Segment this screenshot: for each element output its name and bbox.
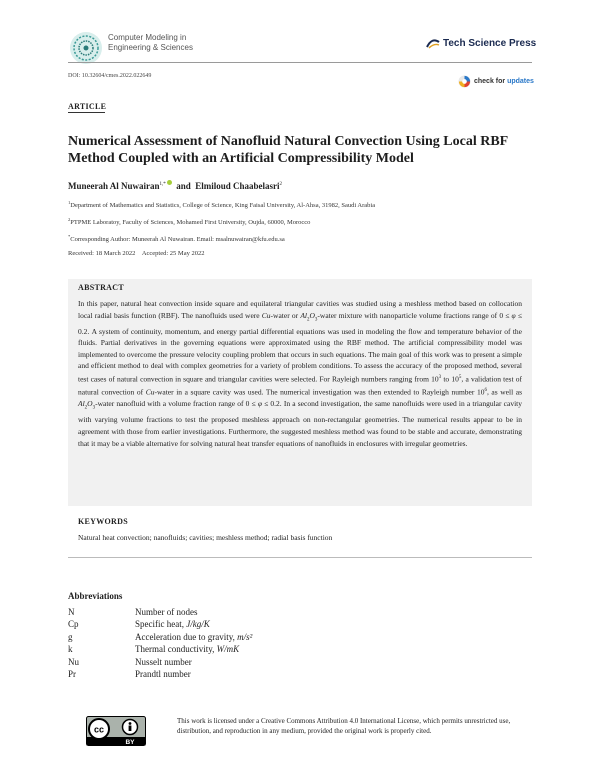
publisher-swoosh-icon [426, 39, 440, 49]
by-label: BY [125, 739, 135, 746]
affiliation-1: $^1$Department of Mathematics and Statistics, College of Science, King Faisal University, Al-Ahsa, 31982, Saudi Arabia [68, 200, 376, 210]
abbreviations-heading: Abbreviations [68, 591, 123, 601]
cc-by-license-icon[interactable] [86, 716, 146, 746]
abbreviations-list [68, 606, 328, 680]
check-for-updates-badge[interactable] [458, 75, 534, 88]
crossmark-label: check for updates [474, 78, 534, 85]
abstract-heading: ABSTRACT [78, 283, 124, 292]
author-1-marks: 1,* [159, 182, 166, 187]
doi[interactable]: DOI: 10.32604/cmes.2022.022649 [68, 73, 152, 79]
header-divider [68, 62, 532, 63]
journal-name: Computer Modeling in Engineering & Sciences [108, 33, 193, 52]
corresponding-author: *Corresponding Author: Muneerah Al Nuwairan. Email: msalnuwairan@kfu.edu.sa [68, 234, 285, 244]
affiliation-2: $^2$PTPME Laboratoy, Faculty of Sciences, Mohamed First University, Oujda, 60000, Morocco [68, 217, 311, 227]
license-text: This work is licensed under a Creative Commons Attribution 4.0 International License, which permits unrestricted use, distribution, and reproduction in any medium, provided the original work is properly cited. [177, 717, 511, 735]
abbreviation-row: Nu Nusselt number [68, 656, 192, 667]
author-2[interactable]: Elmiloud Chaabelasri [195, 181, 280, 191]
author-1[interactable]: Muneerah Al Nuwairan [68, 181, 160, 191]
author-connector: and [176, 181, 191, 191]
publisher-logo[interactable] [426, 38, 536, 49]
abbreviation-row: g Acceleration due to gravity, m/s² [68, 631, 253, 642]
crossmark-icon [458, 75, 471, 88]
journal-logo-icon [68, 30, 104, 66]
abstract-text: In this paper, natural heat convection inside square and equilateral triangular cavities was studied using a meshless method based on collocation local radial basis function (RBF). The nanofluids used were Cu-water or $Al_2O_3$-water mixture with nanoparticle volume fractions range of 0 ≤ φ ≤ 0.2. A system of continuity, momentum, and energy partial differential equations was used in modeling the flow and temperature behavior of the fluids. Partial derivatives in the governing equations were approximated using the RBF method. The artificial compressibility model was implemented to overcome the pressure velocity coupling problem that occurs in such equations. The main goal of this work was to present a simple and efficient method to deal with complex geometries for a variety of problem conditions. To assess the accuracy of the proposed method, several test cases of natural convection in square and triangular cavities were selected. For Rayleigh numbers ranging from $10^3$ to $10^5$, a validation test of natural convection of Cu-water in a square cavity was used. The numerical investigation was then extended to Rayleigh number $10^6$, as well as $Al_2O_3$-water nanofluid with a volume fraction range of 0 ≤ φ ≤ 0.2. In a second investigation, the same nanofluids were used in a triangular cavity with varying volume fractions to test the proposed meshless approach on non-rectangular geometries. The numerical results appear to be in agreement with those from earlier investigations. Furthermore, the suggested meshless method was found to be stable and accurate, demonstrating that it may be a viable alternative for solving natural heat transfer equations of nanofluids in enclosures with irregular geometries. [78, 299, 522, 448]
article-type-underline [68, 112, 105, 113]
publisher-name: Tech Science Press [443, 38, 537, 49]
authors [68, 180, 282, 191]
abbreviation-row: N Number of nodes [68, 607, 198, 617]
keywords-text: Natural heat convection; nanofluids; cavities; meshless method; radial basis function [78, 533, 333, 542]
abbreviation-row: k Thermal conductivity, W/mK [68, 644, 240, 655]
keywords-heading: KEYWORDS [78, 517, 128, 526]
article-type: ARTICLE [68, 102, 107, 111]
keywords-divider [68, 557, 532, 558]
dates: Received: 18 March 2022 Accepted: 25 May 2022 [68, 250, 205, 257]
orcid-icon[interactable] [167, 180, 172, 185]
abbreviation-row: Pr Prandtl number [68, 669, 191, 680]
author-2-marks: 2 [279, 182, 283, 187]
cc-label: cc [93, 724, 105, 735]
paper-title: Numerical Assessment of Nanofluid Natural Convection Using Local RBF Method Coupled with an Artificial Compressibility Model [68, 134, 509, 166]
abbreviation-row: Cp Specific heat, J/kg/K [68, 619, 210, 630]
